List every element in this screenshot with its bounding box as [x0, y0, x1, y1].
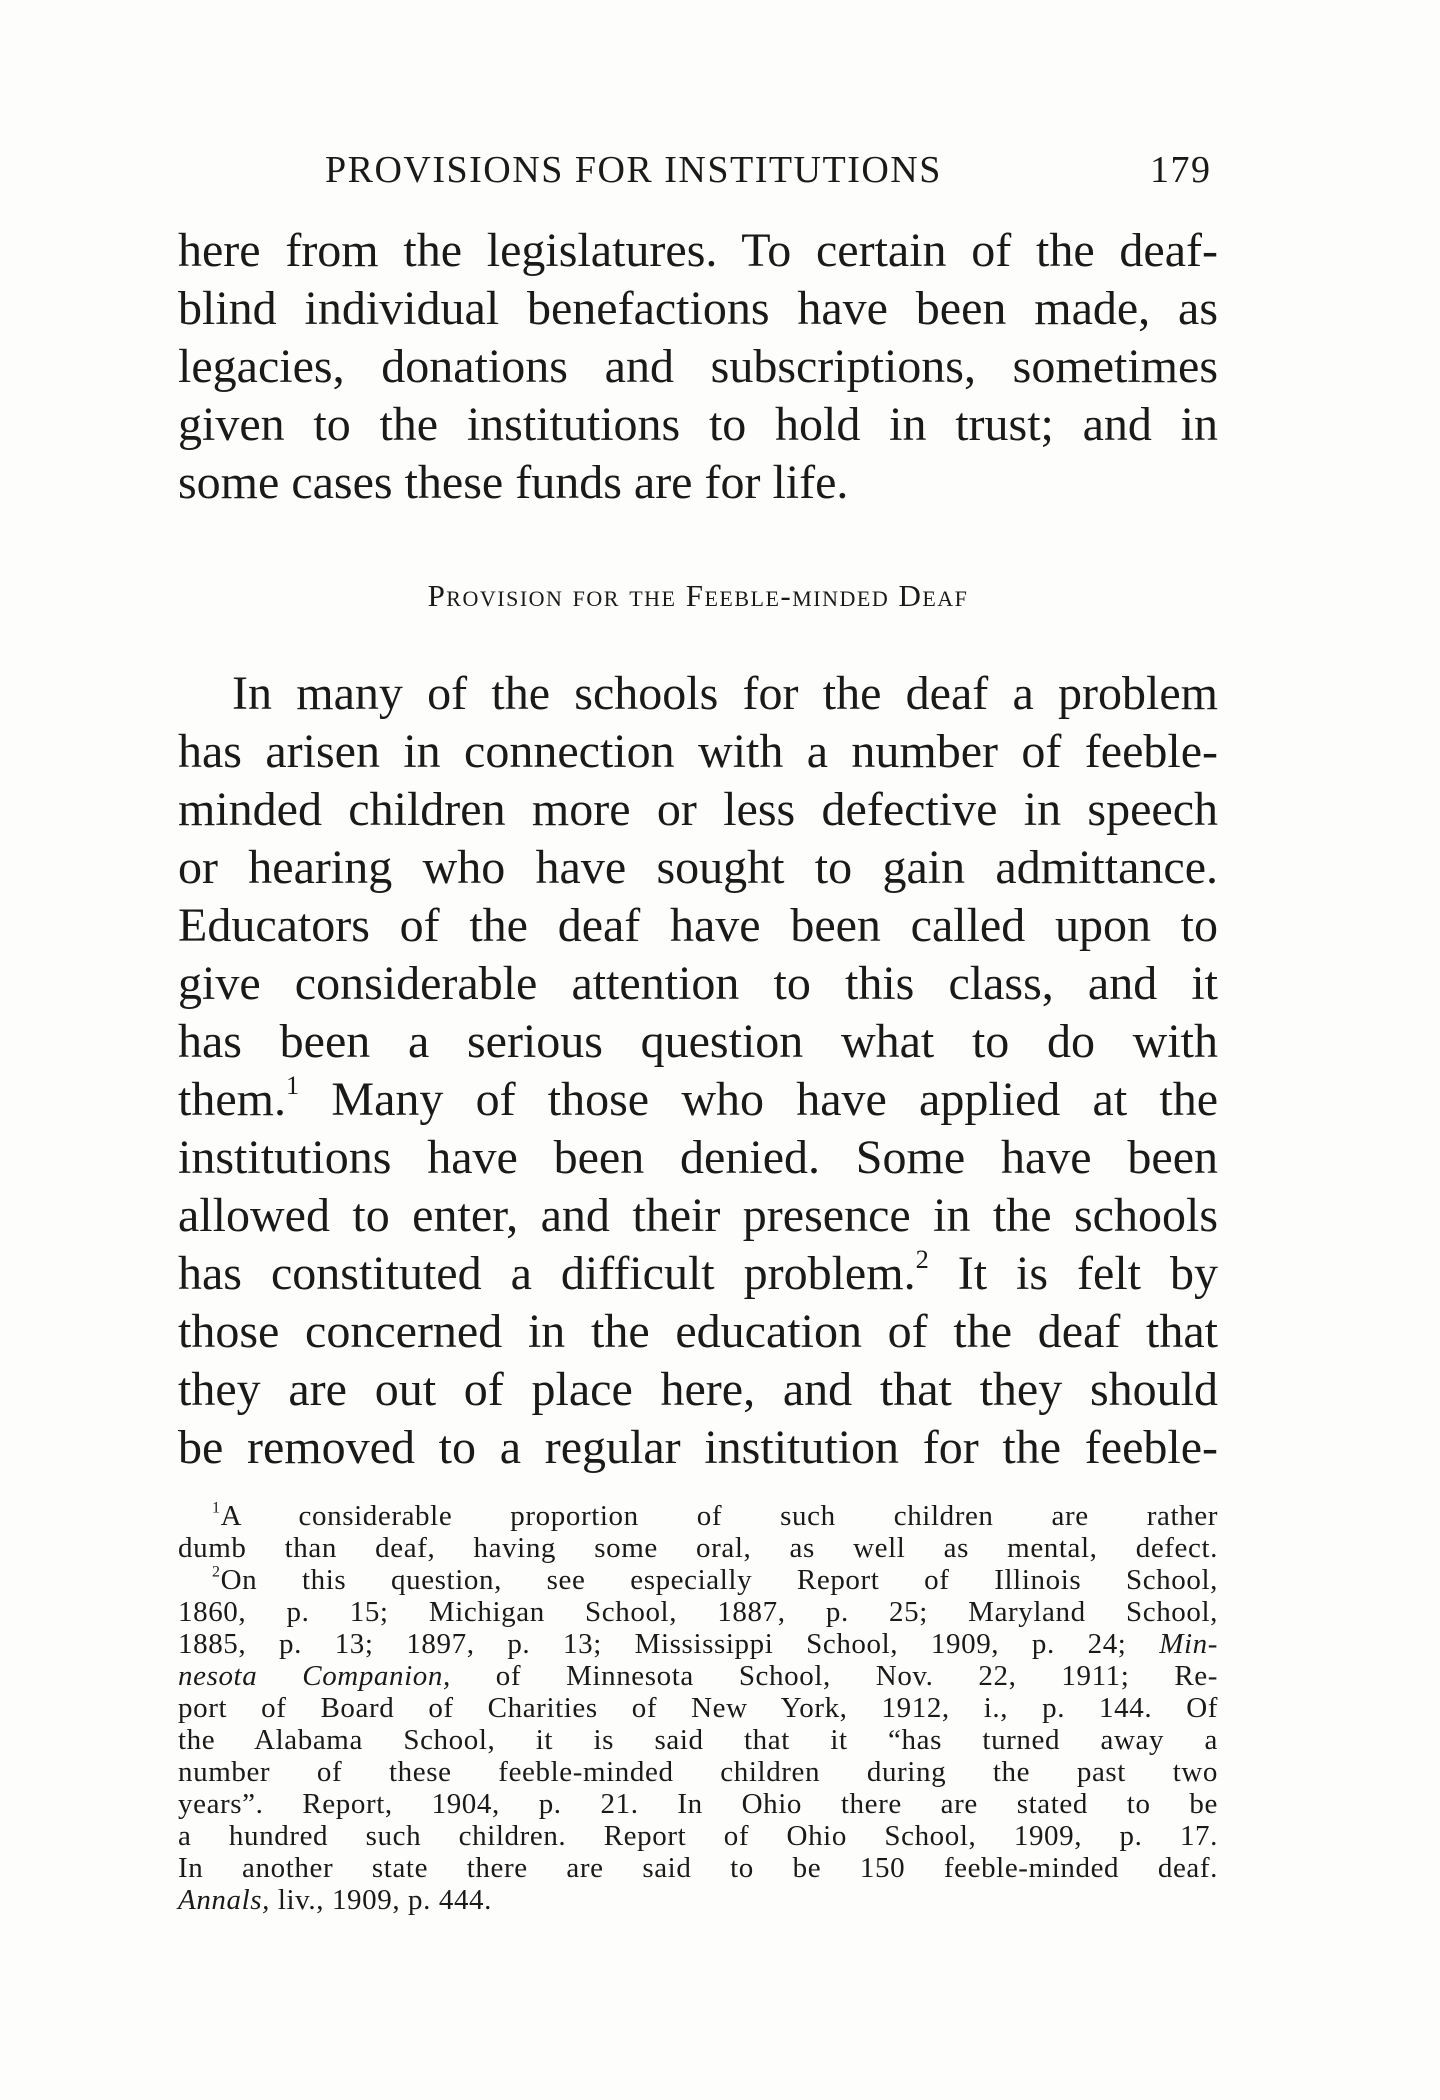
footnote-2-line: years”. Report, 1904, p. 21. In Ohio there are stated to be [178, 1788, 1218, 1820]
text-line: In many of the schools for the deaf a problem [232, 667, 1218, 720]
footnote-ref-1: 1 [285, 1069, 300, 1100]
running-title: PROVISIONS FOR INSTITUTIONS [325, 149, 942, 191]
footnote-1-line: dumb than deaf, having some oral, as well as mental, defect. [178, 1532, 1218, 1564]
italic-text: Annals, [178, 1884, 271, 1916]
paragraph-main [178, 665, 1218, 1477]
text-segment: On this question, see especially Report of Illinois School, [220, 1564, 1218, 1596]
text-line: given to the institutions to hold in trust; and in [178, 398, 1218, 451]
footnotes [178, 1500, 1218, 1916]
page-number: 179 [1150, 149, 1212, 191]
footnote-2-line [178, 1884, 1218, 1916]
text-line: be removed to a regular institution for the feeble- [178, 1421, 1218, 1474]
footnote-2-line [178, 1564, 1218, 1596]
text-segment: has constituted a difficult problem. [178, 1247, 916, 1300]
footnote-2-line: number of these feeble-minded children during the past two [178, 1756, 1218, 1788]
text-line: institutions have been denied. Some have been [178, 1131, 1218, 1184]
footnote-2-line: 1860, p. 15; Michigan School, 1887, p. 25; Maryland School, [178, 1596, 1218, 1628]
footnote-ref-2: 2 [915, 1243, 929, 1274]
text-segment: It is felt by [928, 1247, 1218, 1300]
text-line [178, 1245, 1218, 1303]
text-line: allowed to enter, and their presence in the schools [178, 1189, 1218, 1242]
text-line: legacies, donations and subscriptions, sometimes [178, 340, 1218, 393]
italic-text: nesota Companion, [178, 1660, 451, 1692]
text-line: some cases these funds are for life. [178, 456, 849, 509]
text-line: here from the legislatures. To certain of the deaf- [178, 224, 1218, 277]
footnote-marker-1: 1 [212, 1499, 221, 1517]
text-line: blind individual benefactions have been made, as [178, 282, 1218, 335]
footnote-2-line [178, 1660, 1218, 1692]
footnote-2-line: a hundred such children. Report of Ohio School, 1909, p. 17. [178, 1820, 1218, 1852]
text-line: those concerned in the education of the deaf that [178, 1305, 1218, 1358]
footnote-2-line: the Alabama School, it is said that it “has turned away a [178, 1724, 1218, 1756]
text-line: has arisen in connection with a number of feeble- [178, 725, 1218, 778]
paragraph-continued [178, 222, 1218, 512]
text-line: they are out of place here, and that they should [178, 1363, 1218, 1416]
footnote-2-line: port of Board of Charities of New York, 1912, i., p. 144. Of [178, 1692, 1218, 1724]
section-heading: Provision for the Feeble-minded Deaf [427, 578, 969, 613]
text-line: minded children more or less defective in speech [178, 783, 1218, 836]
footnote-2-line [178, 1628, 1218, 1660]
footnote-1-line [178, 1500, 1218, 1532]
running-head [325, 148, 1225, 204]
text-segment: of Minnesota School, Nov. 22, 1911; Re- [450, 1660, 1218, 1692]
text-segment: 1885, p. 13; 1897, p. 13; Mississippi School, 1909, p. 24; [178, 1628, 1160, 1660]
text-line: or hearing who have sought to gain admittance. [178, 841, 1218, 894]
footnote-2-line: In another state there are said to be 150 feeble-minded deaf. [178, 1852, 1218, 1884]
text-line [178, 1071, 1218, 1129]
text-line: Educators of the deaf have been called upon to [178, 899, 1218, 952]
text-segment: liv., 1909, p. 444. [270, 1884, 492, 1916]
text-segment: Many of those who have applied at the [299, 1073, 1218, 1126]
italic-text: Min- [1159, 1628, 1218, 1660]
text-segment: them. [178, 1073, 286, 1126]
text-segment: A considerable proportion of such children are rather [220, 1500, 1218, 1532]
footnote-marker-2: 2 [212, 1563, 221, 1581]
text-line: give considerable attention to this class, and it [178, 957, 1218, 1010]
text-line: has been a serious question what to do with [178, 1015, 1218, 1068]
